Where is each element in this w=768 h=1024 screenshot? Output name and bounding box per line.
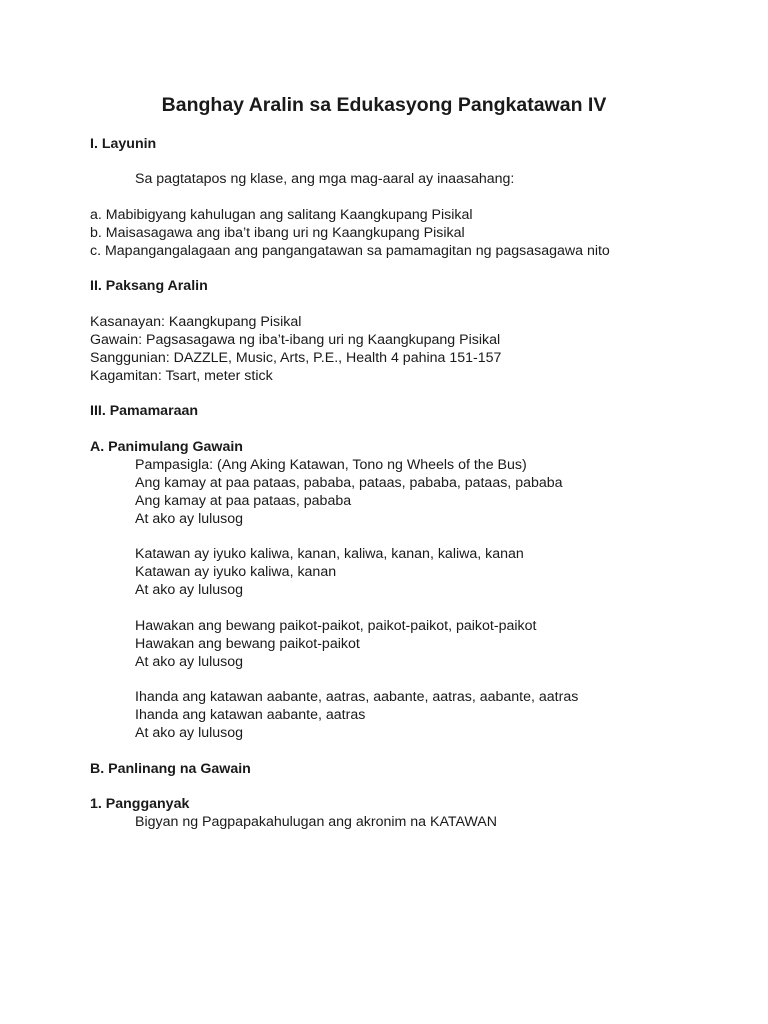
paksang-line-kasanayan: Kasanayan: Kaangkupang Pisikal <box>90 314 302 330</box>
song-line: Pampasigla: (Ang Aking Katawan, Tono ng Wheels of the Bus) <box>135 457 527 473</box>
item-heading-pangganyak: 1. Pangganyak <box>90 796 190 812</box>
song-line: Hawakan ang bewang paikot-paikot, paikot-paikot, paikot-paikot <box>135 618 537 634</box>
document-title: Banghay Aralin sa Edukasyong Pangkatawan IV <box>161 94 607 116</box>
song-line: Ang kamay at paa pataas, pababa <box>135 493 352 509</box>
song-line: Ihanda ang katawan aabante, aatras, aabante, aatras, aabante, aatras <box>135 689 579 705</box>
song-line: Ang kamay at paa pataas, pababa, pataas, pababa, pataas, pababa <box>135 475 563 491</box>
song-line: Hawakan ang bewang paikot-paikot <box>135 636 360 652</box>
section-heading-paksang-aralin: II. Paksang Aralin <box>90 278 208 294</box>
pangganyak-line: Bigyan ng Pagpapakahulugan ang akronim na KATAWAN <box>135 814 498 830</box>
layunin-item-a: a. Mabibigyang kahulugan ang salitang Kaangkupang Pisikal <box>90 207 473 223</box>
song-line: Ihanda ang katawan aabante, aatras <box>135 707 366 723</box>
layunin-intro: Sa pagtatapos ng klase, ang mga mag-aaral ay inaasahang: <box>135 171 515 187</box>
section-heading-layunin: I. Layunin <box>90 136 157 152</box>
paksang-line-kagamitan: Kagamitan: Tsart, meter stick <box>90 368 273 384</box>
section-heading-pamamaraan: III. Pamamaraan <box>90 403 199 419</box>
layunin-item-b: b. Maisasagawa ang iba’t ibang uri ng Kaangkupang Pisikal <box>90 225 465 241</box>
song-line: Katawan ay iyuko kaliwa, kanan <box>135 564 337 580</box>
song-line: Katawan ay iyuko kaliwa, kanan, kaliwa, kanan, kaliwa, kanan <box>135 546 524 562</box>
subsection-heading-panlinang-gawain: B. Panlinang na Gawain <box>90 761 251 777</box>
layunin-item-c: c. Mapangangalagaan ang pangangatawan sa pamamagitan ng pagsasagawa nito <box>90 243 610 259</box>
song-line: At ako ay lulusog <box>135 582 244 598</box>
song-line: At ako ay lulusog <box>135 725 244 741</box>
paksang-line-gawain: Gawain: Pagsasagawa ng iba’t-ibang uri ng Kaangkupang Pisikal <box>90 332 501 348</box>
subsection-heading-panimulang-gawain: A. Panimulang Gawain <box>90 439 243 455</box>
song-line: At ako ay lulusog <box>135 654 244 670</box>
song-line: At ako ay lulusog <box>135 511 244 527</box>
paksang-line-sanggunian: Sanggunian: DAZZLE, Music, Arts, P.E., Health 4 pahina 151-157 <box>90 350 502 366</box>
